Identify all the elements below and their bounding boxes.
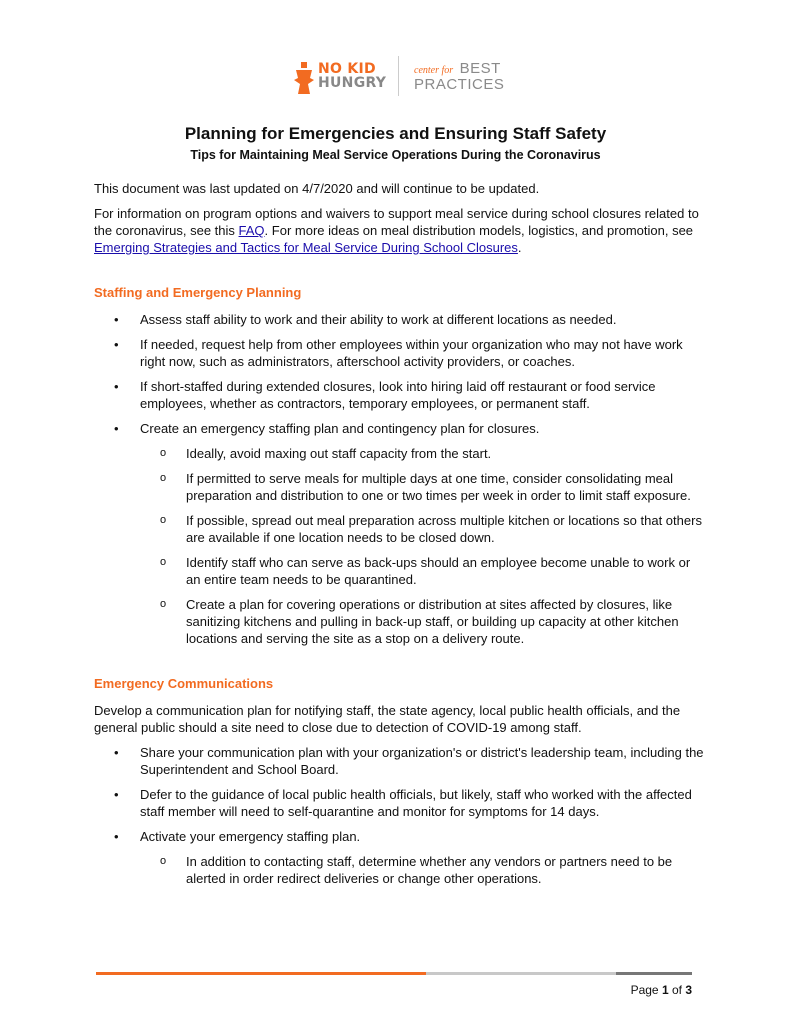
sub-list-item: o Create a plan for covering operations or distribution at sites affected by closures, like sanitizing kitchens and pulling in back-up staff, or building up capacity at other kitchen locations and serving the site as a stop on a delivery route. (140, 596, 704, 647)
list-item: • If short-staffed during extended closures, look into hiring laid off restaurant or food service employees, whether as contractors, temporary employees, or permanent staff. (94, 378, 704, 412)
list-item: • If needed, request help from other employees within your organization who may not have work right now, such as administrators, afterschool activity providers, or coaches. (94, 336, 704, 370)
intro-text-a: For information on program options and waivers to support meal service during school closures related to the coronavirus, see this (94, 206, 699, 238)
sub-list-item: o Ideally, avoid maxing out staff capacity from the start. (140, 445, 704, 462)
communications-intro: Develop a communication plan for notifying staff, the state agency, local public health officials, and the general public should a site need to close due to detection of COVID-19 among staff. (94, 703, 681, 735)
footer-rule-gray (426, 972, 616, 975)
page-number (600, 983, 692, 997)
list-item: • Share your communication plan with your organization's or district's leadership team, including the Superintendent and School Board. (94, 744, 704, 778)
footer-rule (96, 972, 692, 975)
sub-list-item: o If permitted to serve meals for multiple days at one time, consider consolidating meal preparation and distribution to one or two times per week in order to limit staff exposure. (140, 470, 704, 504)
list-item: • Assess staff ability to work and their ability to work at different locations as needed. (94, 311, 704, 328)
intro-text-b: . For more ideas on meal distribution models, logistics, and promotion, see (264, 223, 694, 238)
list-item-text: Create an emergency staffing plan and contingency plan for closures. (140, 421, 540, 436)
list-item-with-subitems (94, 828, 704, 887)
center-for-best-practices-logo (414, 60, 504, 92)
page-of: of (668, 983, 686, 997)
section-heading-staffing: Staffing and Emergency Planning (94, 285, 302, 300)
sub-list-item: o In addition to contacting staff, determine whether any vendors or partners need to be alerted in order redirect deliveries or change other operations. (140, 853, 704, 887)
section-heading-communications: Emergency Communications (94, 676, 274, 691)
page-current: 1 (661, 983, 669, 997)
no-kid-hungry-wordmark (318, 62, 386, 90)
emerging-strategies-link[interactable]: Emerging Strategies and Tactics for Meal Service During School Closures (94, 240, 518, 255)
nkh-line2: HUNGRY (318, 75, 387, 91)
cbp-best: BEST (459, 60, 501, 77)
staffing-list (94, 311, 704, 647)
nkh-line1: NO KID (318, 61, 376, 77)
sub-list-item: o Identify staff who can serve as back-ups should an employee become unable to work or an entire team needs to be quarantined. (140, 554, 704, 588)
updated-note: This document was last updated on 4/7/2020 and will continue to be updated. (94, 181, 540, 196)
intro-text-c: . (517, 240, 522, 255)
document-subtitle: Tips for Maintaining Meal Service Operations During the Coronavirus (190, 148, 601, 162)
page-label: Page (630, 983, 662, 997)
no-kid-hungry-logo-icon (292, 62, 316, 94)
cbp-practices: PRACTICES (414, 76, 505, 93)
page-total: 3 (685, 983, 692, 997)
footer-rule-orange (96, 972, 426, 975)
footer-rule-dark (616, 972, 692, 975)
document-body (94, 180, 704, 895)
list-item: • Defer to the guidance of local public health officials, but likely, staff who worked with the affected staff member will need to self-quarantine and monitor for symptoms for 14 days. (94, 786, 704, 820)
list-item-with-subitems (94, 420, 704, 647)
faq-link[interactable]: FAQ (238, 223, 265, 238)
list-item-text: Activate your emergency staffing plan. (140, 829, 361, 844)
intro-paragraph (94, 205, 704, 256)
sub-list-item: o If possible, spread out meal preparation across multiple kitchen or locations so that others are available if one location needs to be closed down. (140, 512, 704, 546)
logo-divider (398, 56, 399, 96)
logo-header (0, 52, 791, 102)
communications-sublist (140, 853, 704, 887)
staffing-sublist (140, 445, 704, 647)
document-title: Planning for Emergencies and Ensuring Staff Safety (184, 124, 607, 143)
cbp-small: center for (414, 65, 454, 76)
communications-list (94, 744, 704, 887)
